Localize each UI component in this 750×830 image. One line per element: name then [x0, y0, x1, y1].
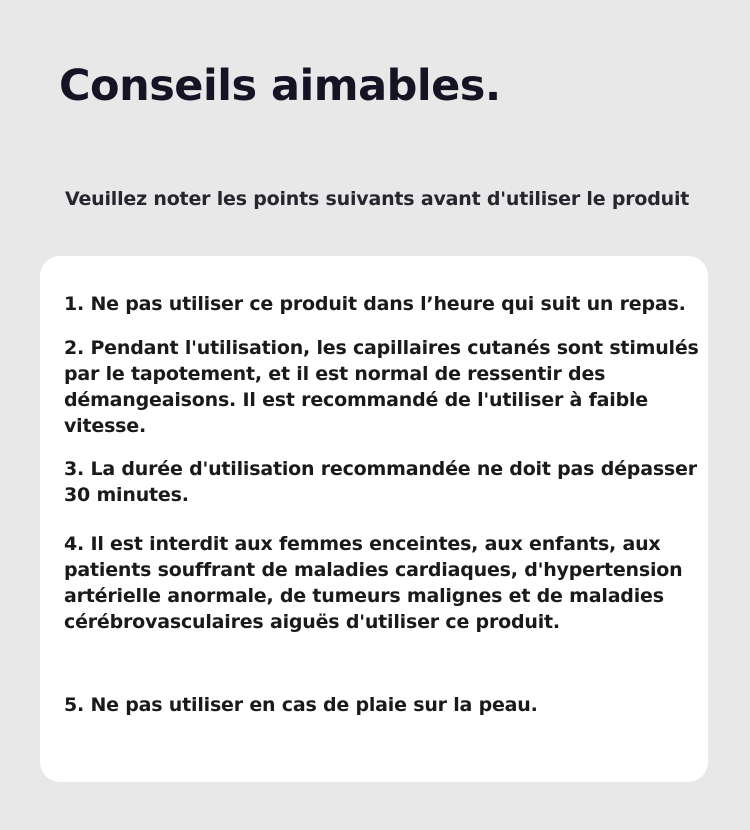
tip-item-1: 1. Ne pas utiliser ce produit dans l’heure qui suit un repas.: [64, 293, 686, 315]
tip-item-3: 3. La durée d'utilisation recommandée ne doit pas dépasser 30 minutes.: [64, 458, 697, 506]
page-subtitle: Veuillez noter les points suivants avant d'utiliser le produit: [65, 188, 690, 210]
page-title: Conseils aimables.: [59, 61, 501, 111]
tip-item-5: 5. Ne pas utiliser en cas de plaie sur la peau.: [64, 694, 538, 716]
tips-card: [40, 256, 708, 782]
tip-item-2: 2. Pendant l'utilisation, les capillaires cutanés sont stimulés par le tapotement, et il est normal de ressentir des démangeaisons. Il est recommandé de l'utiliser à faible vitesse.: [64, 337, 699, 437]
tip-item-4: 4. Il est interdit aux femmes enceintes, aux enfants, aux patients souffrant de maladies cardiaques, d'hypertension artérielle anormale, de tumeurs malignes et de maladies cérébrovasculaires aiguës d'utiliser ce produit.: [64, 533, 683, 633]
